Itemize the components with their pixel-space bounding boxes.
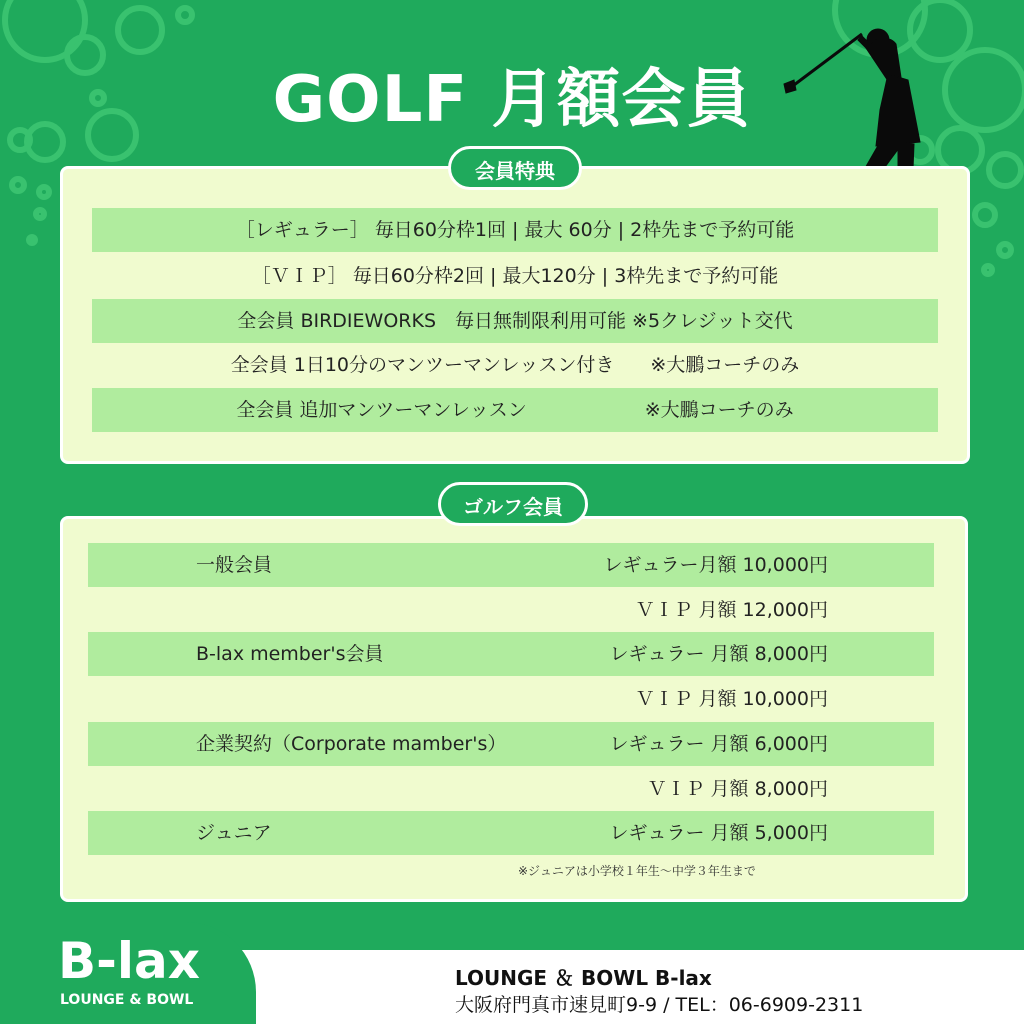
benefit-row <box>92 299 938 343</box>
junior-note: ※ジュニアは小学校１年生〜中学３年生まで <box>518 864 756 878</box>
page-title: GOLF 月額会員 <box>272 63 752 137</box>
membership-price: ＶＩＰ 月額 12,000円 <box>635 599 828 621</box>
benefit-note: ※大鵬コーチのみ <box>644 399 794 421</box>
venue-address: 大阪府門真市速見町9-9 / TEL：06-6909-2311 <box>455 994 864 1016</box>
membership-name: 企業契約（Corporate mamber's） <box>196 733 507 755</box>
membership-row <box>88 811 934 855</box>
benefit-text: 全会員 追加マンツーマンレッスン <box>236 399 527 421</box>
membership-row <box>88 767 934 811</box>
benefit-text: 全会員 1日10分のマンツーマンレッスン付き <box>230 354 615 376</box>
membership-name: 一般会員 <box>196 554 273 576</box>
logo-subtitle: LOUNGE & BOWL <box>60 992 194 1008</box>
membership-price: ＶＩＰ 月額 8,000円 <box>647 778 828 800</box>
benefit-row <box>92 254 938 298</box>
membership-price: レギュラー 月額 5,000円 <box>609 822 828 844</box>
membership-row <box>88 677 934 721</box>
benefit-row <box>92 388 938 432</box>
benefit-row <box>92 208 938 252</box>
logo: B-lax <box>58 932 200 990</box>
benefit-row <box>92 343 938 387</box>
membership-row <box>88 722 934 766</box>
benefit-text: ［ＶＩＰ］ 毎日60分枠2回 | 最大120分 | 3枠先まで予約可能 <box>251 265 779 287</box>
membership-price: レギュラー月額 10,000円 <box>603 554 828 576</box>
venue-name: LOUNGE ＆ BOWL B-lax <box>455 966 712 990</box>
membership-price: レギュラー 月額 8,000円 <box>609 643 828 665</box>
benefit-text: 全会員 BIRDIEWORKS 毎日無制限利用可能 ※5クレジット交代 <box>237 310 793 332</box>
benefit-note: ※大鵬コーチのみ <box>650 354 800 376</box>
membership-name: ジュニア <box>196 822 272 844</box>
membership-row <box>88 588 934 632</box>
membership-row <box>88 543 934 587</box>
membership-heading: ゴルフ会員 <box>438 482 588 526</box>
membership-price: ＶＩＰ 月額 10,000円 <box>635 688 828 710</box>
membership-name: B-lax member's会員 <box>196 643 384 665</box>
membership-price: レギュラー 月額 6,000円 <box>609 733 828 755</box>
benefits-heading: 会員特典 <box>448 146 582 190</box>
membership-row <box>88 632 934 676</box>
benefit-text: ［レギュラー］ 毎日60分枠1回 | 最大 60分 | 2枠先まで予約可能 <box>235 219 795 241</box>
